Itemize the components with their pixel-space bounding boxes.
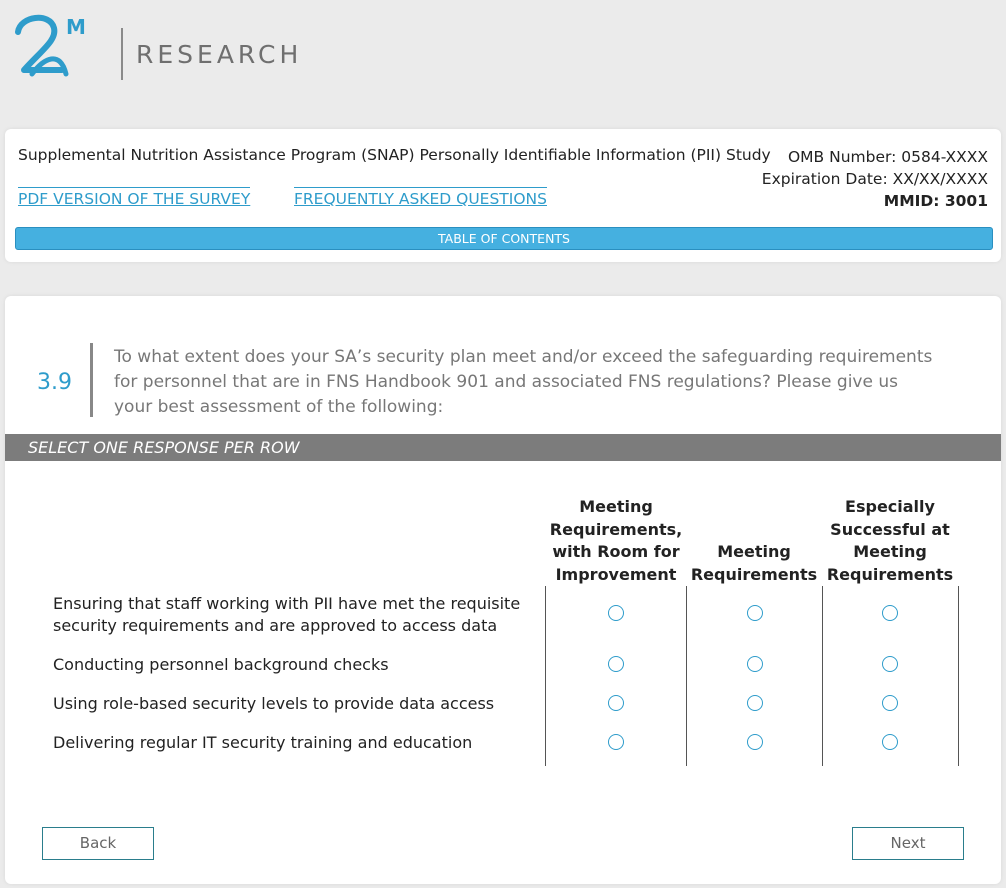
row-label-it-training: Delivering regular IT security training and education [53, 733, 473, 752]
row-label-staff-security: Ensuring that staff working with PII have met the requisite security requirements and are approved to access data [53, 594, 521, 635]
radio-row4-col1[interactable] [608, 734, 624, 750]
svg-text:M: M [66, 15, 86, 39]
omb-info [762, 146, 988, 212]
table-of-contents-button[interactable]: TABLE OF CONTENTS [15, 227, 993, 250]
radio-row2-col3[interactable] [882, 656, 898, 672]
back-button[interactable]: Back [42, 827, 154, 860]
column-header-meeting [686, 474, 822, 586]
expiration-date: Expiration Date: XX/XX/XXXX [761, 170, 988, 188]
radio-row1-col2[interactable] [747, 605, 763, 621]
column-divider [958, 586, 959, 766]
radio-row1-col3[interactable] [882, 605, 898, 621]
instruction-bar: SELECT ONE RESPONSE PER ROW [5, 434, 1001, 461]
omb-number: OMB Number: 0584-XXXX [787, 148, 988, 166]
question-number: 3.9 [37, 370, 72, 395]
survey-header [5, 129, 1001, 262]
radio-row1-col1[interactable] [608, 605, 624, 621]
faq-link[interactable]: FREQUENTLY ASKED QUESTIONS [294, 187, 547, 208]
question-divider [90, 343, 93, 417]
study-title: Supplemental Nutrition Assistance Program (SNAP) Personally Identifiable Information (PII) Study [18, 146, 771, 164]
radio-row3-col2[interactable] [747, 695, 763, 711]
next-button[interactable]: Next [852, 827, 964, 860]
column-header-room-for-improvement [546, 474, 686, 586]
logo-divider [121, 28, 123, 80]
radio-row4-col3[interactable] [882, 734, 898, 750]
company-logo [14, 10, 314, 82]
column-header-especially-successful [822, 474, 958, 586]
radio-row3-col3[interactable] [882, 695, 898, 711]
column-header-label: Meeting Requirements, with Room for Improvement [549, 497, 683, 584]
question-text: To what extent does your SA’s security plan meet and/or exceed the safeguarding requirements for personnel that are in FNS Handbook 901 and associated FNS regulations? Please give us your best assessment of the following: [114, 347, 933, 417]
pdf-version-link[interactable]: PDF VERSION OF THE SURVEY [18, 187, 250, 208]
column-header-label: Especially Successful at Meeting Requirements [826, 497, 954, 584]
column-header-label: Meeting Requirements [690, 542, 818, 584]
radio-row2-col1[interactable] [608, 656, 624, 672]
row-label-background-checks: Conducting personnel background checks [53, 655, 389, 674]
two-m-logo-mark [14, 10, 104, 82]
mmid: MMID: 3001 [883, 192, 988, 210]
radio-row2-col2[interactable] [747, 656, 763, 672]
radio-row3-col1[interactable] [608, 695, 624, 711]
column-divider [822, 586, 823, 766]
logo-wordmark: RESEARCH [136, 40, 303, 69]
column-divider [686, 586, 687, 766]
question-card [5, 296, 1001, 884]
column-divider [545, 586, 546, 766]
radio-row4-col2[interactable] [747, 734, 763, 750]
row-label-role-based-access: Using role-based security levels to provide data access [53, 694, 495, 713]
